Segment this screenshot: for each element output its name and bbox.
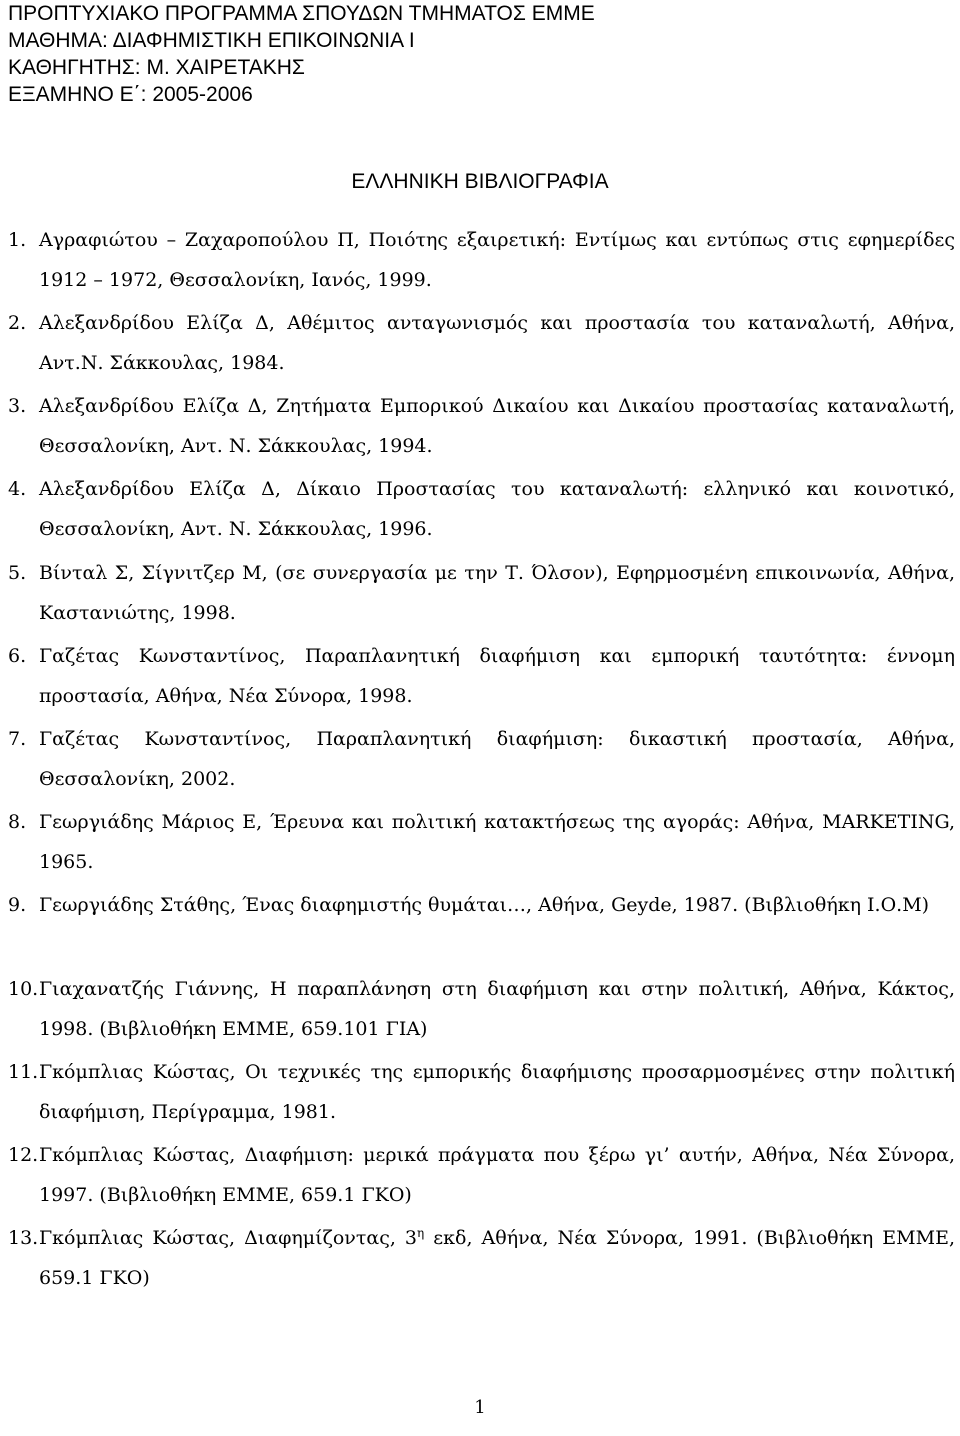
entry-text: Αλεξανδρίδου Ελίζα Δ, Δίκαιο Προστασίας του καταναλωτή: ελληνικό και κοινοτικό, Θεσσαλονίκη, Αντ. Ν. Σάκκουλας, 1996. <box>39 478 955 540</box>
entry-text: Γιαχανατζής Γιάννης, Η παραπλάνηση στη διαφήμιση και στην πολιτική, Αθήνα, Κάκτος, 1998. (Βιβλιοθήκη ΕΜΜΕ, 659.101 ΓΙΑ) <box>39 978 955 1040</box>
bibliography-entry <box>8 386 955 466</box>
entry-text: Γεωργιάδης Μάριος Ε, Έρευνα και πολιτική κατακτήσεως της αγοράς: Αθήνα, MARKETING, 1965. <box>39 811 955 873</box>
bibliography-entry <box>8 220 955 300</box>
bibliography-entry <box>8 802 955 882</box>
entry-text: Αλεξανδρίδου Ελίζα Δ, Αθέμιτος ανταγωνισμός και προστασία του καταναλωτή, Αθήνα, Αντ.Ν. Σάκκουλας, 1984. <box>39 312 955 374</box>
entry-number: 7. <box>8 728 27 750</box>
program-title: ΠΡΟΠΤΥΧΙΑΚΟ ΠΡΟΓΡΑΜΜΑ ΣΠΟΥΔΩΝ ΤΜΗΜΑΤΟΣ ΕΜΜΕ <box>8 2 595 25</box>
entry-number: 8. <box>8 811 27 833</box>
entry-number: 1. <box>8 229 27 251</box>
entry-text: Γκόμπλιας Κώστας, Διαφήμιση: μερικά πράγματα που ξέρω γι’ αυτήν, Αθήνα, Νέα Σύνορα, 1997. (Βιβλιοθήκη ΕΜΜΕ, 659.1 ΓΚΟ) <box>39 1144 955 1206</box>
semester-line: ΕΞΑΜΗΝΟ Ε΄: 2005-2006 <box>8 83 253 106</box>
bibliography-entry <box>8 1218 955 1298</box>
entry-number: 4. <box>8 478 27 500</box>
page-number: 1 <box>474 1397 486 1418</box>
entry-text: Γαζέτας Κωνσταντίνος, Παραπλανητική διαφήμιση: δικαστική προστασία, Αθήνα, Θεσσαλονίκη, 2002. <box>39 728 955 790</box>
entry-number: 13. <box>8 1227 39 1249</box>
entry-number: 12. <box>8 1144 39 1166</box>
entry-text: Αλεξανδρίδου Ελίζα Δ, Ζητήματα Εμπορικού Δικαίου και Δικαίου προστασίας καταναλωτή, Θεσσαλονίκη, Αντ. Ν. Σάκκουλας, 1994. <box>39 395 955 457</box>
entry-text-rest: εκδ, Αθήνα, Νέα Σύνορα, 1991. (Βιβλιοθήκη ΕΜΜΕ, 659.1 ΓΚΟ) <box>39 1227 955 1289</box>
course-title: ΜΑΘΗΜΑ: ΔΙΑΦΗΜΙΣΤΙΚΗ ΕΠΙΚΟΙΝΩΝΙΑ Ι <box>8 29 415 52</box>
instructor-line: ΚΑΘΗΓΗΤΗΣ: Μ. ΧΑΙΡΕΤΑΚΗΣ <box>8 56 305 79</box>
bibliography-entry <box>8 636 955 716</box>
entry-number: 3. <box>8 395 27 417</box>
bibliography-entry <box>8 885 955 925</box>
entry-number: 11. <box>8 1061 39 1083</box>
entry-number: 9. <box>8 894 27 916</box>
bibliography-entry <box>8 469 955 549</box>
bibliography-title: ΕΛΛΗΝΙΚΗ ΒΙΒΛΙΟΓΡΑΦΙΑ <box>351 170 609 193</box>
entry-text: Γκόμπλιας Κώστας, Οι τεχνικές της εμπορικής διαφήμισης προσαρμοσμένες στην πολιτική διαφήμιση, Περίγραμμα, 1981. <box>39 1061 955 1123</box>
entry-text: Αγραφιώτου – Ζαχαροπούλου Π, Ποιότης εξαιρετική: Εντίμως και εντύπως στις εφημερίδες 1912 – 1972, Θεσσαλονίκη, Ιανός, 1999. <box>39 229 955 291</box>
entry-text: Βίνταλ Σ, Σίγνιτζερ Μ, (σε συνεργασία με την Τ. Όλσον), Εφηρμοσμένη επικοινωνία, Αθήνα, Καστανιώτης, 1998. <box>39 562 955 624</box>
entry-number: 10. <box>8 978 39 1000</box>
bibliography-entry <box>8 969 955 1049</box>
edition-superscript: η <box>417 1226 425 1240</box>
entry-text: Γαζέτας Κωνσταντίνος, Παραπλανητική διαφήμιση και εμπορική ταυτότητα: έννομη προστασία, Αθήνα, Νέα Σύνορα, 1998. <box>39 645 955 707</box>
entry-number: 6. <box>8 645 27 667</box>
bibliography-entry <box>8 553 955 633</box>
entry-text: Γεωργιάδης Στάθης, Ένας διαφημιστής θυμάται…, Αθήνα, Geyde, 1987. (Βιβλιοθήκη Ι.Ο.Μ) <box>39 894 930 916</box>
entry-number: 2. <box>8 312 27 334</box>
bibliography-entry <box>8 1052 955 1132</box>
entry-text <box>39 1218 955 1298</box>
bibliography-entry <box>8 303 955 383</box>
entry-text-main: Γκόμπλιας Κώστας, Διαφημίζοντας, 3 <box>39 1227 418 1249</box>
entry-number: 5. <box>8 562 27 584</box>
bibliography-entry <box>8 719 955 799</box>
bibliography-entry <box>8 1135 955 1215</box>
